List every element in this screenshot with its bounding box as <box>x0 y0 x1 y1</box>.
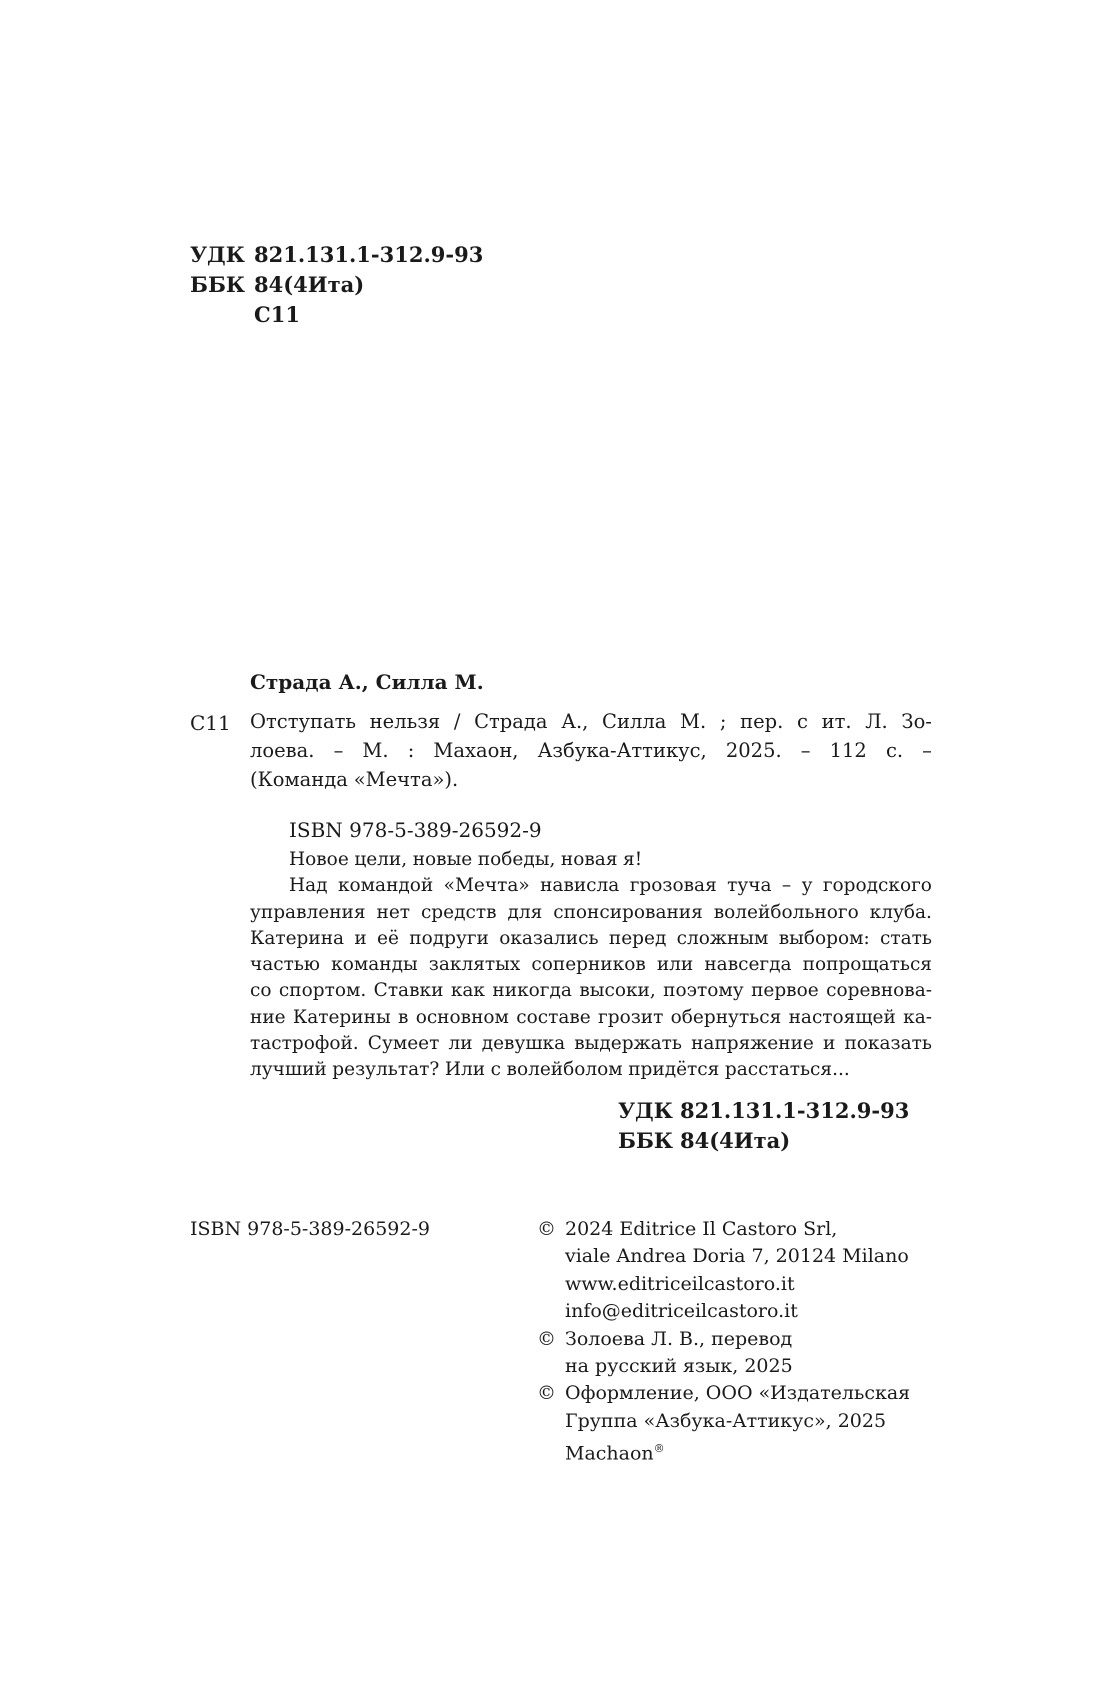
top-udc-value: 821.131.1-312.9-93 <box>254 242 484 267</box>
annotation-word: никогда <box>492 980 572 1002</box>
annotation-word: в <box>397 1006 409 1028</box>
annotation-line <box>250 847 932 873</box>
annotation-word: как <box>450 980 485 1002</box>
bibliographic-word: Зо- <box>901 710 932 733</box>
bibliographic-word: 112 <box>829 739 867 762</box>
annotation-line <box>250 926 932 952</box>
annotation-word: перед <box>608 927 667 949</box>
annotation-word: городского <box>822 875 932 897</box>
annotation-word: победы, <box>477 849 556 870</box>
annotation-line <box>250 978 932 1004</box>
annotation-line <box>250 1031 932 1057</box>
annotation-word: командой <box>337 875 434 897</box>
publisher-site: www.editriceilcastoro.it <box>565 1272 795 1295</box>
bibliographic-word: с. <box>885 739 904 762</box>
isbn-inline: ISBN 978-5-389-26592-9 <box>289 818 542 842</box>
annotation-word: я! <box>623 849 643 870</box>
annotation-word: попрощаться <box>802 954 932 976</box>
copyright-symbol: © <box>537 1327 556 1350</box>
registered-mark: ® <box>653 1442 665 1456</box>
annotation-word: со <box>250 980 272 1002</box>
annotation-word: или <box>656 954 694 976</box>
annotation-word: и <box>354 927 367 949</box>
annotation-word: девушка <box>481 1033 566 1055</box>
annotation-word: Сумеет <box>367 1033 440 1055</box>
top-author-code: С11 <box>254 302 300 327</box>
annotation-line <box>250 900 932 926</box>
annotation-word: грозит <box>598 1006 664 1028</box>
annotation-word: с <box>490 1059 501 1081</box>
bibliographic-word: лоева. <box>250 739 315 762</box>
annotation-word: для <box>507 901 543 923</box>
bibliographic-word: М. <box>680 710 707 733</box>
top-udc-label: УДК <box>190 242 245 267</box>
publisher-name: 2024 Editrice Il Castoro Srl, <box>565 1218 838 1240</box>
annotation-word: тастрофой. <box>250 1033 359 1055</box>
annotation-word: сложным <box>676 927 769 949</box>
annotation-line <box>250 1057 932 1083</box>
bibliographic-word: – <box>922 739 932 762</box>
annotation-word: первое <box>751 980 819 1002</box>
annotation-line <box>250 873 932 899</box>
annotation-word: волейбольного <box>713 901 859 923</box>
bottom-bbk-value: 84(4Ита) <box>680 1128 791 1153</box>
publisher-email: info@editriceilcastoro.it <box>565 1300 798 1323</box>
annotation-word: лучший <box>250 1059 327 1081</box>
annotation-word: ка- <box>903 1006 932 1028</box>
annotation-word: Катерины <box>292 1006 391 1028</box>
annotation-word: ние <box>250 1006 286 1028</box>
annotation-word: Или <box>444 1059 486 1081</box>
annotation-word: частью <box>250 954 321 976</box>
bibliographic-word: пер. <box>740 710 784 733</box>
annotation-word: обернуться <box>670 1006 782 1028</box>
translation-credit: Золоева Л. В., перевод <box>565 1327 793 1350</box>
bibliographic-word: Страда <box>474 710 548 733</box>
annotation-word: соперников <box>531 954 646 976</box>
bibliographic-description <box>250 707 932 794</box>
annotation-word: грозовая <box>629 875 717 897</box>
top-bbk-value: 84(4Ита) <box>254 272 365 297</box>
annotation-word: Новое <box>289 849 349 870</box>
annotation-word: команды <box>331 954 418 976</box>
copyright-symbol: © <box>537 1218 556 1240</box>
bibliographic-word: с <box>797 710 808 733</box>
annotation-word: напряжение <box>691 1033 814 1055</box>
annotation-word: спонсирования <box>553 901 703 923</box>
bibliographic-word: Отступать <box>250 710 356 733</box>
bibliographic-word: М. <box>362 739 389 762</box>
annotation-word: оказались <box>499 927 599 949</box>
annotation-word: и <box>822 1033 836 1055</box>
bibliographic-word: ; <box>719 710 727 733</box>
annotation-word: новые <box>412 849 473 870</box>
bibliographic-word: Махаон, <box>433 739 519 762</box>
annotation-word: новая <box>560 849 618 870</box>
copyright-block <box>537 1216 910 1463</box>
annotation-word: стать <box>880 927 932 949</box>
annotation-word: подруги <box>409 927 489 949</box>
bibliographic-word: – <box>333 739 344 762</box>
annotation-word: Над <box>289 875 328 897</box>
annotation-word: расстаться... <box>724 1059 850 1081</box>
annotation-word: волейболом <box>506 1059 623 1081</box>
copyright-publisher-line <box>537 1216 910 1243</box>
annotation-word: туча <box>727 875 772 897</box>
isbn-bottom: ISBN 978-5-389-26592-9 <box>190 1218 430 1240</box>
bibliographic-word: / <box>453 710 461 733</box>
annotation-word: её <box>377 927 399 949</box>
bibliographic-word: Л. <box>865 710 888 733</box>
annotation-line <box>250 1005 932 1031</box>
annotation-word: заклятых <box>428 954 521 976</box>
annotation-word: Ставки <box>373 980 444 1002</box>
bibliographic-word: : <box>407 739 415 762</box>
brand-name: Machaon <box>565 1442 654 1465</box>
copyright-translation-line <box>537 1326 910 1353</box>
annotation-word: показать <box>844 1033 932 1055</box>
annotation-word: цели, <box>354 849 408 870</box>
annotation-word: придётся <box>628 1059 720 1081</box>
bibliographic-word: А., <box>561 710 589 733</box>
bibliographic-word: «Мечта»). <box>353 768 459 791</box>
annotation-word: навсегда <box>704 954 792 976</box>
bibliographic-word: Азбука-Аттикус, <box>537 739 707 762</box>
publisher-address: viale Andrea Doria 7, 20124 Milano <box>565 1245 909 1268</box>
bibliographic-word: 2025. <box>725 739 782 762</box>
design-credit-cont: Группа «Азбука-Аттикус», 2025 <box>565 1409 887 1432</box>
author-heading: Страда А., Силла М. <box>250 670 484 694</box>
bottom-udc-value: 821.131.1-312.9-93 <box>680 1098 910 1123</box>
bibliographic-word: Силла <box>602 710 667 733</box>
bibliographic-word: – <box>800 739 811 762</box>
book-annotation <box>250 847 932 1084</box>
bibliographic-line <box>250 736 932 765</box>
translation-credit-cont: на русский язык, 2025 <box>565 1354 793 1377</box>
bottom-udc-label: УДК <box>618 1098 673 1123</box>
annotation-word: управления <box>250 901 366 923</box>
annotation-word: нет <box>376 901 410 923</box>
annotation-line <box>250 952 932 978</box>
design-credit: Оформление, ООО «Издательская <box>565 1382 911 1405</box>
annotation-word: выбором: <box>778 927 870 949</box>
annotation-word: ли <box>448 1033 473 1055</box>
copyright-design-line <box>537 1380 910 1407</box>
annotation-word: «Мечта» <box>443 875 530 897</box>
bottom-bbk-label: ББК <box>618 1128 673 1153</box>
annotation-word: поэтому <box>663 980 744 1002</box>
annotation-word: нависла <box>540 875 620 897</box>
top-bbk-label: ББК <box>190 272 245 297</box>
bibliographic-line <box>250 707 932 736</box>
bibliographic-line <box>250 765 932 794</box>
annotation-word: спортом. <box>278 980 367 1002</box>
annotation-word: настоящей <box>788 1006 896 1028</box>
annotation-word: соревнова- <box>826 980 932 1002</box>
bibliographic-word: ит. <box>821 710 852 733</box>
bibliographic-word: нельзя <box>369 710 441 733</box>
annotation-word: выдержать <box>574 1033 682 1055</box>
annotation-word: клуба. <box>869 901 932 923</box>
annotation-word: высоки, <box>579 980 656 1002</box>
brand-line <box>537 1435 910 1465</box>
annotation-word: результат? <box>332 1059 440 1081</box>
annotation-word: Катерина <box>250 927 345 949</box>
annotation-word: средств <box>420 901 497 923</box>
catalog-code: С11 <box>190 711 231 735</box>
annotation-word: основном <box>415 1006 509 1028</box>
annotation-word: у <box>801 875 813 897</box>
copyright-symbol: © <box>537 1382 556 1405</box>
annotation-word: – <box>781 875 792 897</box>
bibliographic-word: (Команда <box>250 768 348 791</box>
annotation-word: составе <box>516 1006 591 1028</box>
